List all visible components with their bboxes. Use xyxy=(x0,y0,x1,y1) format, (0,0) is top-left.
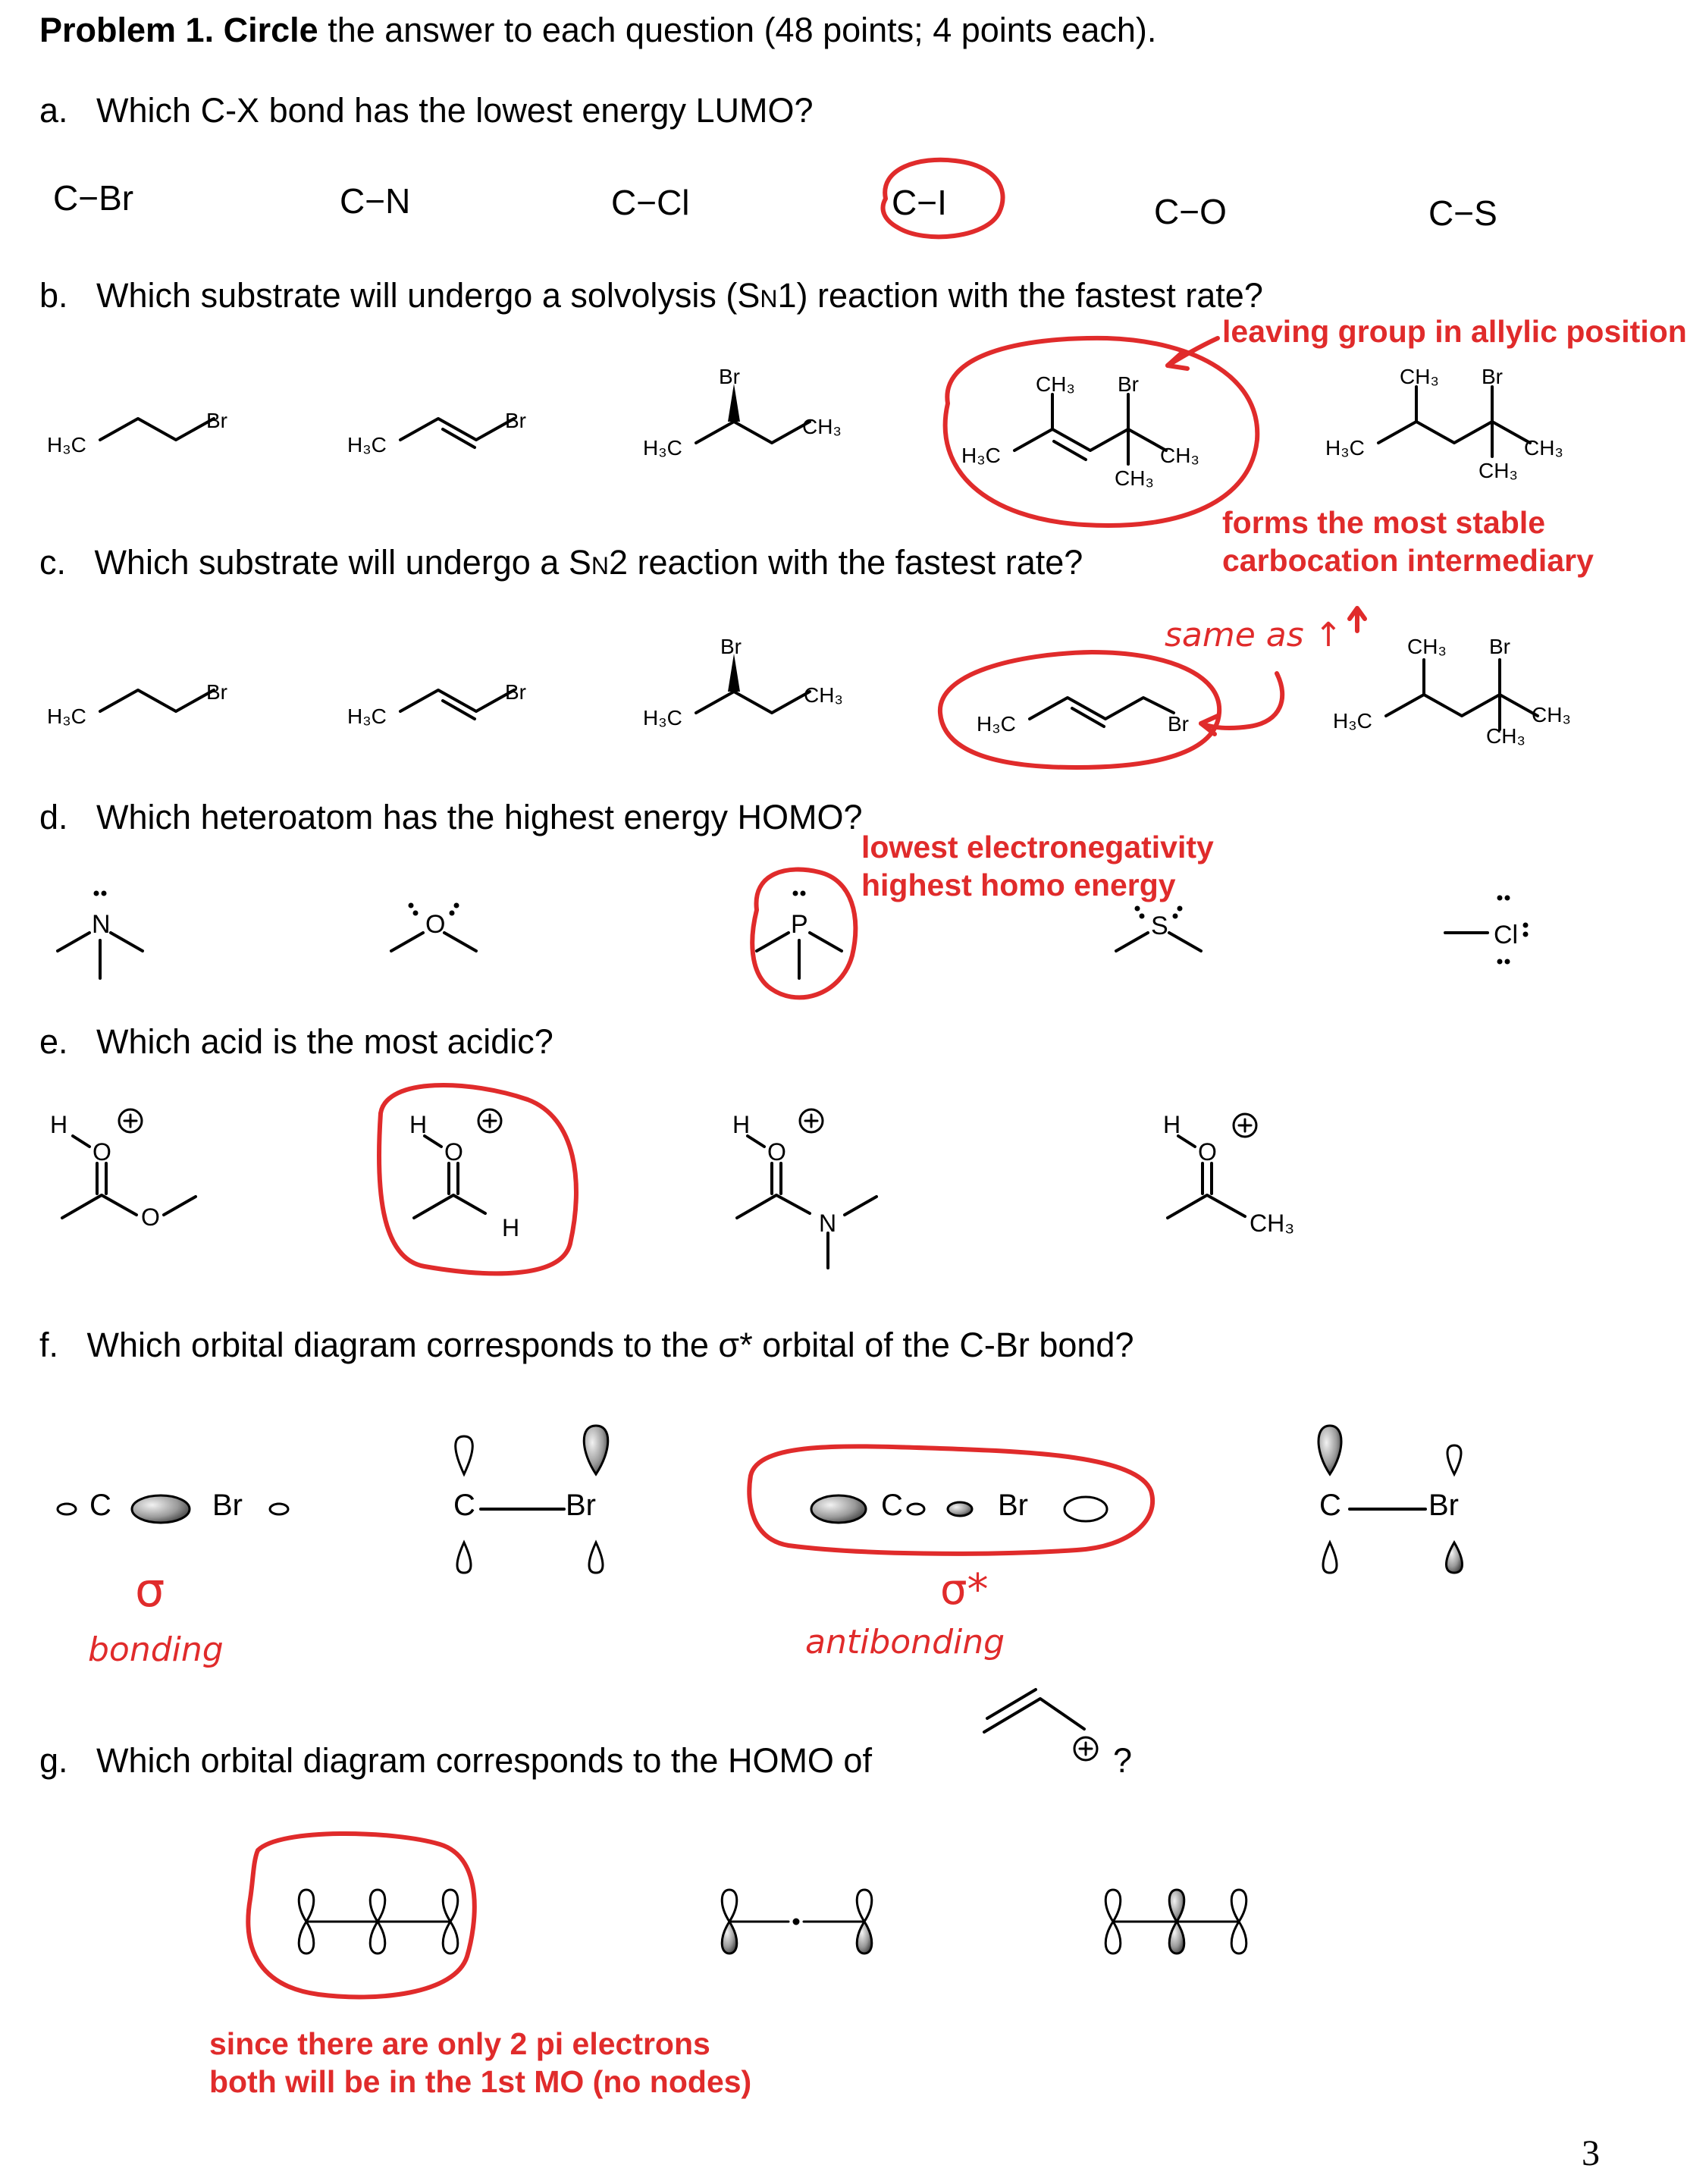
sigma-label: σ xyxy=(135,1562,165,1618)
question-f-letter: f. xyxy=(39,1326,59,1364)
orbital-4-br: Br xyxy=(1428,1489,1459,1522)
e4-h: H xyxy=(1163,1111,1181,1138)
option-c-br[interactable]: C−Br xyxy=(53,178,134,218)
e3-n: N xyxy=(819,1210,837,1237)
bonding-label: bonding xyxy=(88,1630,224,1669)
molecule-c1[interactable] xyxy=(100,690,214,711)
molecule-b5[interactable] xyxy=(1378,387,1530,457)
b4-ch3-right: CH₃ xyxy=(1160,444,1199,467)
question-b-sub: N xyxy=(760,285,778,312)
e1-h: H xyxy=(50,1111,68,1138)
question-b-letter: b. xyxy=(39,276,68,315)
note-same-as: same as ↑ xyxy=(1165,616,1343,654)
b3-br: Br xyxy=(719,365,740,388)
question-f-text: Which orbital diagram corresponds to the σ* orbital of the C-Br bond? xyxy=(86,1326,1134,1364)
note-carbocation: carbocation intermediary xyxy=(1222,543,1594,578)
e1-o-bottom: O xyxy=(141,1203,160,1231)
circle-answer-g xyxy=(248,1834,474,1997)
e3-h: H xyxy=(732,1111,751,1138)
e2-h: H xyxy=(409,1111,428,1138)
atom-p: P xyxy=(791,910,808,939)
e4-o: O xyxy=(1198,1138,1217,1166)
molecule-c5[interactable] xyxy=(1386,660,1538,730)
question-a-letter: a. xyxy=(39,91,68,130)
question-d-text: Which heteroatom has the highest energy HOMO? xyxy=(96,798,863,836)
amine-structure[interactable] xyxy=(58,933,143,978)
question-c-sub: N xyxy=(591,552,609,579)
c5-ch3-top: CH₃ xyxy=(1407,635,1447,658)
molecule-c4[interactable] xyxy=(1030,698,1174,726)
title-rest: the answer to each question (48 points; 4 points each). xyxy=(328,11,1157,49)
b4-br: Br xyxy=(1118,372,1139,396)
orbital-1-c: C xyxy=(89,1489,111,1522)
note-pi-electrons: since there are only 2 pi electrons xyxy=(209,2026,710,2061)
circle-answer-e xyxy=(379,1085,576,1273)
question-g-letter: g. xyxy=(39,1741,68,1780)
note-electronegativity: lowest electronegativity xyxy=(861,830,1214,864)
question-b-text-pre: Which substrate will undergo a solvolysis (S xyxy=(96,276,760,315)
b4-h3c: H₃C xyxy=(961,444,1001,467)
c5-br: Br xyxy=(1489,635,1510,658)
c1-h3c: H₃C xyxy=(47,704,86,728)
orbital-1-br: Br xyxy=(212,1489,243,1522)
molecule-b4[interactable] xyxy=(1014,394,1166,464)
option-c-cl[interactable]: C−Cl xyxy=(611,183,690,222)
sigma-star-label: σ* xyxy=(940,1565,989,1614)
lone-pairs xyxy=(94,891,1529,965)
c5-h3c: H₃C xyxy=(1333,709,1372,733)
b5-h3c: H₃C xyxy=(1325,436,1365,460)
option-c-i[interactable]: C−I xyxy=(892,183,947,222)
question-c-letter: c. xyxy=(39,543,67,582)
antibonding-label: antibonding xyxy=(805,1623,1005,1662)
atom-o: O xyxy=(425,910,446,939)
orbital-diagram-3[interactable] xyxy=(811,1495,1107,1523)
c1-br: Br xyxy=(206,680,227,704)
orbital-4-c: C xyxy=(1319,1489,1341,1522)
b2-br: Br xyxy=(505,409,526,432)
b4-ch3-top: CH₃ xyxy=(1036,372,1075,396)
orbital-2-c: C xyxy=(453,1489,475,1522)
molecule-b2[interactable] xyxy=(400,419,514,447)
option-c-s[interactable]: C−S xyxy=(1428,193,1497,233)
c4-br: Br xyxy=(1168,712,1189,736)
page-number: 3 xyxy=(1582,2133,1600,2173)
question-e-letter: e. xyxy=(39,1022,68,1061)
b3-ch3: CH₃ xyxy=(802,415,842,438)
b4-ch3-bottom: CH₃ xyxy=(1115,466,1154,490)
circle-answer-b xyxy=(945,338,1258,526)
c3-h3c: H₃C xyxy=(643,706,682,730)
molecule-c3[interactable] xyxy=(696,654,810,713)
atom-n: N xyxy=(92,910,111,939)
allyl-cation xyxy=(984,1690,1097,1760)
b5-br: Br xyxy=(1482,365,1503,388)
phosphine-structure[interactable] xyxy=(757,933,842,978)
circle-word: Circle xyxy=(223,11,318,49)
question-g-qmark: ? xyxy=(1113,1741,1133,1780)
option-c-n[interactable]: C−N xyxy=(340,181,411,221)
b1-h3c: H₃C xyxy=(47,433,86,457)
acid-amide[interactable] xyxy=(737,1136,876,1268)
circle-answer-c xyxy=(940,652,1219,767)
acid-ester[interactable] xyxy=(62,1136,196,1218)
molecule-c2[interactable] xyxy=(400,690,514,719)
note-homo-energy: highest homo energy xyxy=(861,868,1176,902)
e1-o-top: O xyxy=(93,1138,111,1166)
e2-h-bottom: H xyxy=(502,1214,520,1241)
question-c-text-pre: Which substrate will undergo a S xyxy=(94,543,591,582)
orbital-2-br: Br xyxy=(566,1489,596,1522)
question-b-text-post: 1) reaction with the fastest rate? xyxy=(777,276,1263,315)
question-a-text: Which C-X bond has the lowest energy LUMO? xyxy=(96,91,814,130)
b5-ch3-right: CH₃ xyxy=(1524,436,1563,460)
question-g-text: Which orbital diagram corresponds to the HOMO of xyxy=(96,1741,872,1780)
b1-br: Br xyxy=(206,409,227,432)
option-c-o[interactable]: C−O xyxy=(1154,192,1227,231)
note-stable: forms the most stable xyxy=(1222,505,1546,540)
c3-br: Br xyxy=(720,635,742,658)
e4-ch3: CH₃ xyxy=(1250,1210,1295,1237)
b2-h3c: H₃C xyxy=(347,433,387,457)
question-e-text: Which acid is the most acidic? xyxy=(96,1022,553,1061)
e2-o: O xyxy=(444,1138,463,1166)
e3-o: O xyxy=(767,1138,786,1166)
question-c-text-post: 2 reaction with the fastest rate? xyxy=(608,543,1083,582)
c2-h3c: H₃C xyxy=(347,704,387,728)
c4-h3c: H₃C xyxy=(977,712,1016,736)
c2-br: Br xyxy=(505,680,526,704)
note-first-mo: both will be in the 1st MO (no nodes) xyxy=(209,2064,752,2099)
b3-h3c: H₃C xyxy=(643,436,682,460)
circle-answer-a xyxy=(883,160,1003,237)
molecule-b1[interactable] xyxy=(100,419,214,440)
question-d-letter: d. xyxy=(39,798,68,836)
molecule-b3[interactable] xyxy=(696,384,810,443)
note-allylic: leaving group in allylic position xyxy=(1222,314,1687,349)
atom-cl: Cl xyxy=(1494,921,1519,949)
orbital-3-c: C xyxy=(881,1489,903,1522)
orbital-3-br: Br xyxy=(998,1489,1028,1522)
c3-ch3: CH₃ xyxy=(804,683,843,707)
c5-ch3-right: CH₃ xyxy=(1532,703,1571,726)
b5-ch3-bottom: CH₃ xyxy=(1478,459,1518,482)
atom-s: S xyxy=(1151,912,1168,940)
c5-ch3-bottom: CH₃ xyxy=(1486,724,1526,748)
b5-ch3-top: CH₃ xyxy=(1400,365,1439,388)
problem-label: Problem 1. xyxy=(39,11,215,49)
